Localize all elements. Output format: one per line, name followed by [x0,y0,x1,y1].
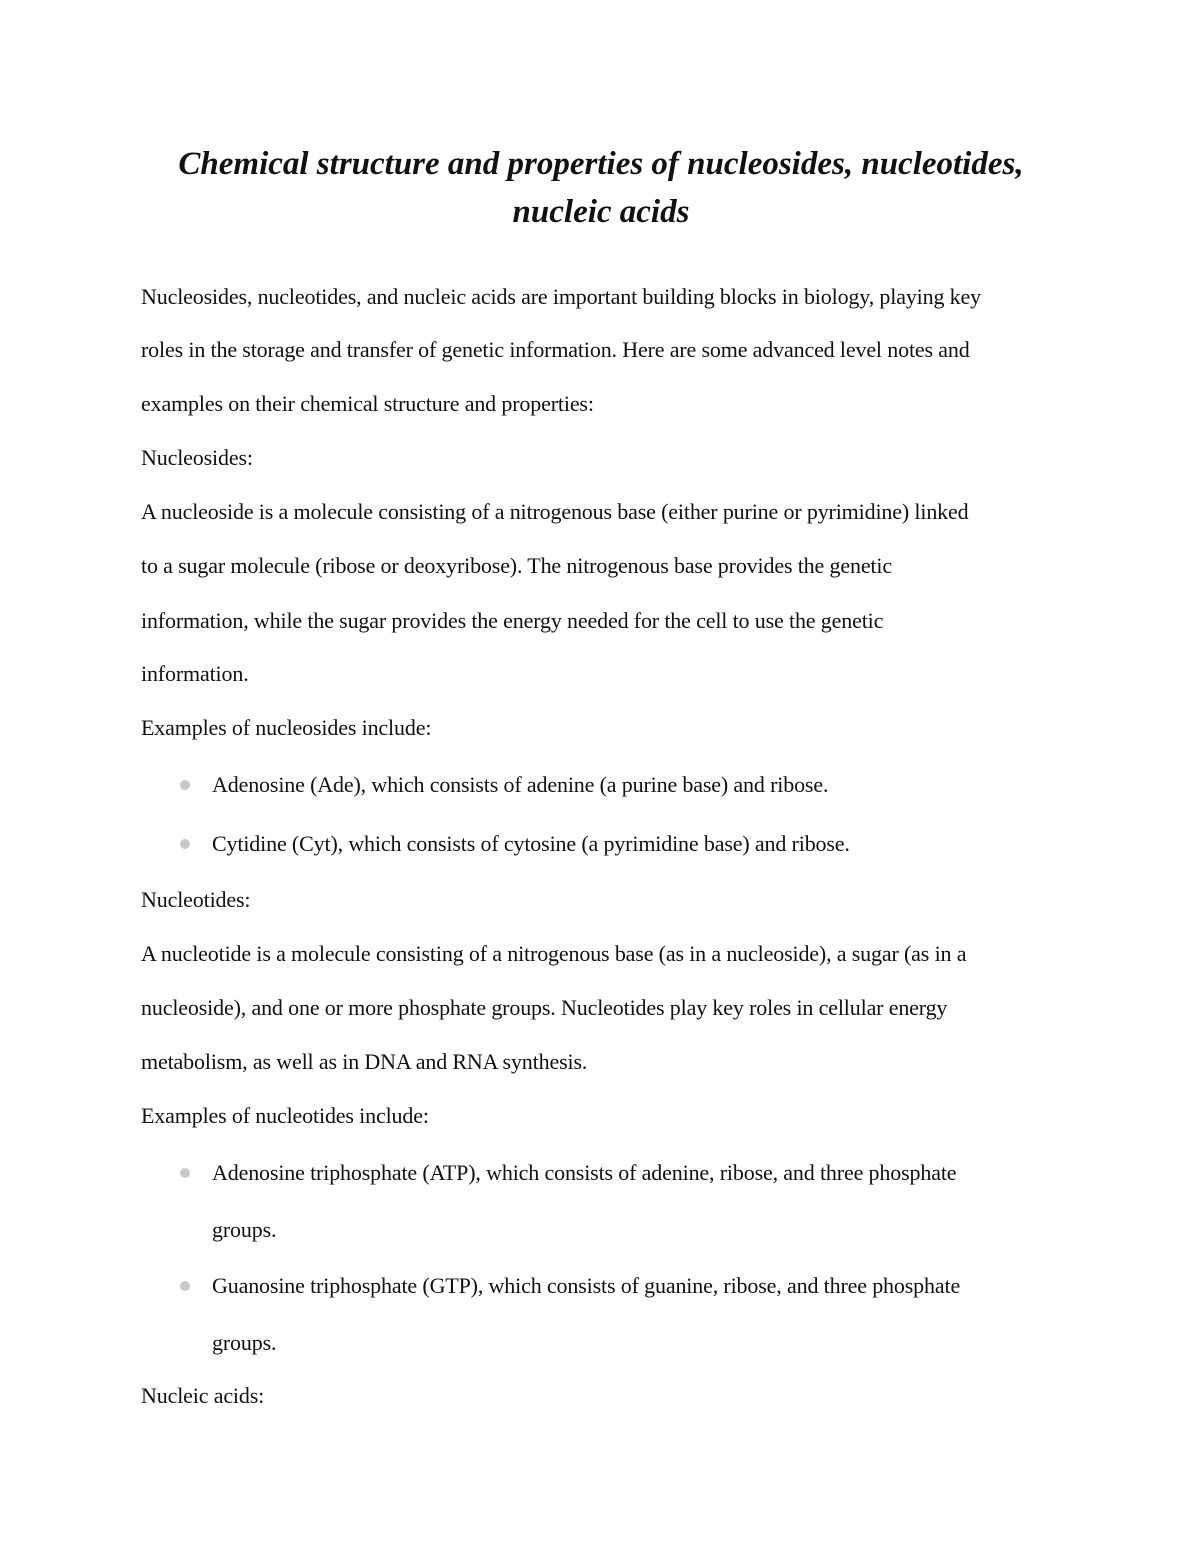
nucleotides-description-line-1: A nucleotide is a molecule consisting of a nitrogenous base (as in a nucleoside), a sugar (as in a [141,941,967,966]
bullet-icon [180,839,190,849]
nucleotides-examples-heading: Examples of nucleotides include: [141,1103,429,1128]
document-title [141,140,1061,236]
nucleosides-heading: Nucleosides: [141,445,253,470]
bullet-icon [180,1168,190,1178]
bullet-icon [180,780,190,790]
nucleotide-example-gtp-line-2: groups. [212,1330,277,1355]
nucleoside-example-cytidine: Cytidine (Cyt), which consists of cytosine (a pyrimidine base) and ribose. [212,831,850,856]
nucleotide-example-gtp-line-1: Guanosine triphosphate (GTP), which consists of guanine, ribose, and three phosphate [212,1273,961,1298]
intro-line-3: examples on their chemical structure and properties: [141,391,594,416]
nucleosides-description-line-4: information. [141,661,249,686]
nucleic-acids-heading: Nucleic acids: [141,1383,265,1408]
nucleotides-heading: Nucleotides: [141,887,251,912]
title-line-2: nucleic acids [512,194,690,230]
nucleosides-description-line-2: to a sugar molecule (ribose or deoxyribose). The nitrogenous base provides the genetic [141,553,892,578]
nucleosides-description-line-1: A nucleoside is a molecule consisting of a nitrogenous base (either purine or pyrimidine) linked [141,499,969,524]
nucleotides-description-line-2: nucleoside), and one or more phosphate groups. Nucleotides play key roles in cellular energy [141,995,948,1020]
nucleotides-description-line-3: metabolism, as well as in DNA and RNA synthesis. [141,1049,588,1074]
nucleosides-examples-heading: Examples of nucleosides include: [141,715,432,740]
nucleoside-example-adenosine: Adenosine (Ade), which consists of adenine (a purine base) and ribose. [212,772,829,797]
intro-line-2: roles in the storage and transfer of genetic information. Here are some advanced level notes and [141,337,970,362]
nucleosides-description-line-3: information, while the sugar provides the energy needed for the cell to use the genetic [141,608,884,633]
nucleotide-example-atp-line-1: Adenosine triphosphate (ATP), which consists of adenine, ribose, and three phosphate [212,1160,957,1185]
nucleotide-example-atp-line-2: groups. [212,1217,277,1242]
title-line-1: Chemical structure and properties of nucleosides, nucleotides, [178,146,1024,182]
intro-line-1: Nucleosides, nucleotides, and nucleic acids are important building blocks in biology, playing key [141,284,981,309]
bullet-icon [180,1281,190,1291]
